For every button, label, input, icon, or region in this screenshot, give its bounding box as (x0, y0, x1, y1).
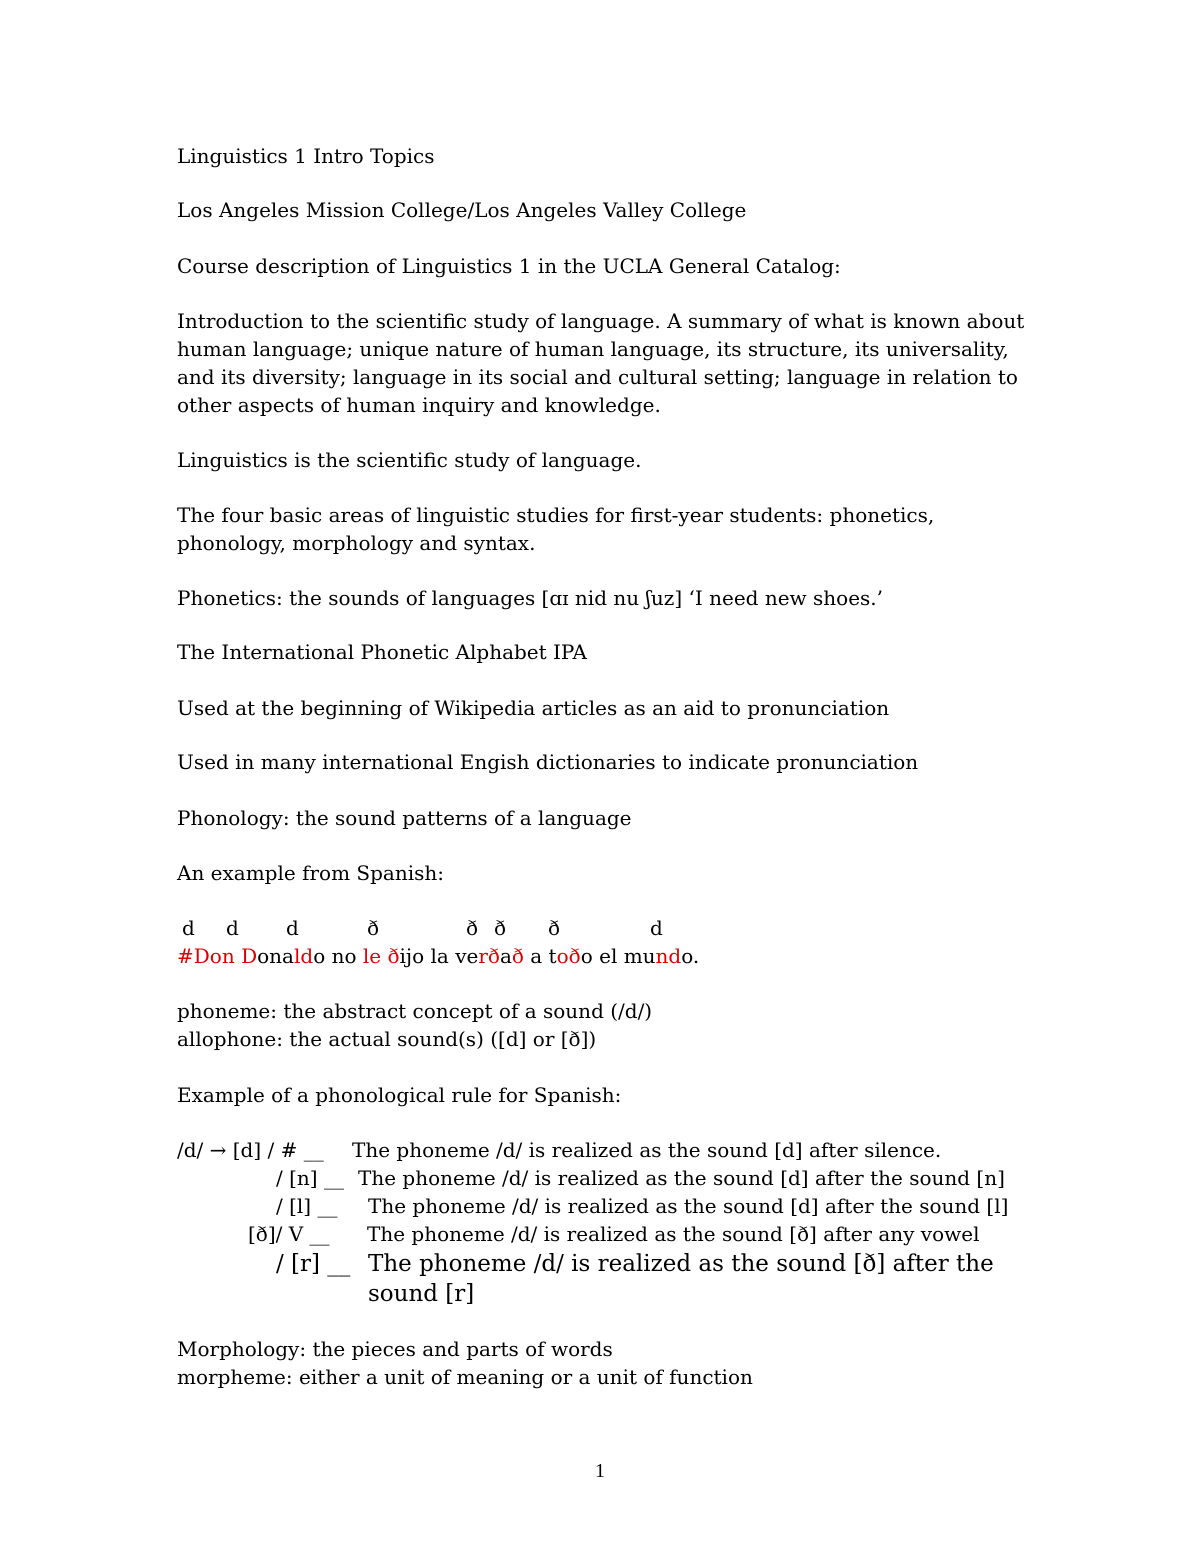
catalog-heading: Course description of Linguistics 1 in the UCLA General Catalog: (177, 254, 841, 278)
four-areas-line: phonology, morphology and syntax. (177, 531, 536, 555)
rule-description: The phoneme /d/ is realized as the sound [ð] after the (368, 1251, 994, 1277)
allophone-mark: ð (367, 916, 380, 940)
rule-environment: /d/ → [d] / # __ (177, 1138, 324, 1162)
spanish-example-heading: An example from Spanish: (177, 861, 444, 885)
rule-environment: [ð]/ V __ (248, 1222, 330, 1246)
sentence-part: nd (655, 944, 682, 968)
rule-environment: / [l] __ (276, 1194, 338, 1218)
sentence-part: o no (313, 944, 363, 968)
allophone-definition: allophone: the actual sound(s) ([d] or [ð]) (177, 1027, 597, 1051)
rule-environment: / [n] __ (276, 1166, 344, 1190)
sentence-part: #Don (177, 944, 242, 968)
ipa-line: The International Phonetic Alphabet IPA (177, 640, 587, 664)
sentence-part: a (499, 944, 512, 968)
page-number: 1 (595, 1460, 605, 1482)
rule-heading: Example of a phonological rule for Spanish: (177, 1083, 622, 1107)
catalog-line: Introduction to the scientific study of language. A summary of what is known about (177, 309, 1025, 333)
rule-description: The phoneme /d/ is realized as the sound [d] after silence. (352, 1138, 942, 1162)
dictionaries-line: Used in many international Engish dictionaries to indicate pronunciation (177, 750, 919, 774)
rule-description: sound [r] (368, 1281, 475, 1307)
catalog-line: human language; unique nature of human language, its structure, its universality, (177, 337, 1009, 361)
allophone-mark: ð (548, 916, 561, 940)
sentence-part: ijo la ve (399, 944, 479, 968)
sentence-part: le ð (362, 944, 400, 968)
sentence-part: o. (681, 944, 700, 968)
wikipedia-line: Used at the beginning of Wikipedia articles as an aid to pronunciation (177, 696, 890, 720)
rule-environment: / [r] __ (276, 1251, 351, 1277)
phoneme-definition: phoneme: the abstract concept of a sound (/d/) (177, 999, 653, 1023)
rule-description: The phoneme /d/ is realized as the sound [d] after the sound [l] (368, 1194, 1009, 1218)
allophone-mark: d (182, 916, 195, 940)
document-title: Linguistics 1 Intro Topics (177, 144, 435, 168)
catalog-line: other aspects of human inquiry and knowledge. (177, 393, 661, 417)
allophone-mark: d (226, 916, 239, 940)
catalog-line: and its diversity; language in its social and cultural setting; language in relation to (177, 365, 1018, 389)
allophone-mark: ð (466, 916, 479, 940)
sentence-part: oð (556, 944, 581, 968)
sentence-part: a t (523, 944, 557, 968)
sentence-part: ð (511, 944, 524, 968)
sentence-part: D (241, 944, 258, 968)
sentence-part: ona (257, 944, 294, 968)
sentence-part: ld (293, 944, 314, 968)
linguistics-definition: Linguistics is the scientific study of language. (177, 448, 642, 472)
spanish-sentence (177, 942, 699, 970)
institutions-line: Los Angeles Mission College/Los Angeles Valley College (177, 198, 747, 222)
allophone-mark: ð (494, 916, 507, 940)
sentence-part: rð (478, 944, 500, 968)
allophone-mark: d (650, 916, 663, 940)
four-areas-line: The four basic areas of linguistic studies for first-year students: phonetics, (177, 503, 935, 527)
phonology-line: Phonology: the sound patterns of a language (177, 806, 632, 830)
sentence-part: o el mu (580, 944, 656, 968)
morpheme-definition: morpheme: either a unit of meaning or a unit of function (177, 1365, 753, 1389)
allophone-mark: d (286, 916, 299, 940)
morphology-line: Morphology: the pieces and parts of words (177, 1337, 613, 1361)
rule-description: The phoneme /d/ is realized as the sound [d] after the sound [n] (358, 1166, 1005, 1190)
phonetics-line: Phonetics: the sounds of languages [ɑɪ nid nu ʃuz] ‘I need new shoes.’ (177, 586, 884, 610)
rule-description: The phoneme /d/ is realized as the sound [ð] after any vowel (367, 1222, 980, 1246)
